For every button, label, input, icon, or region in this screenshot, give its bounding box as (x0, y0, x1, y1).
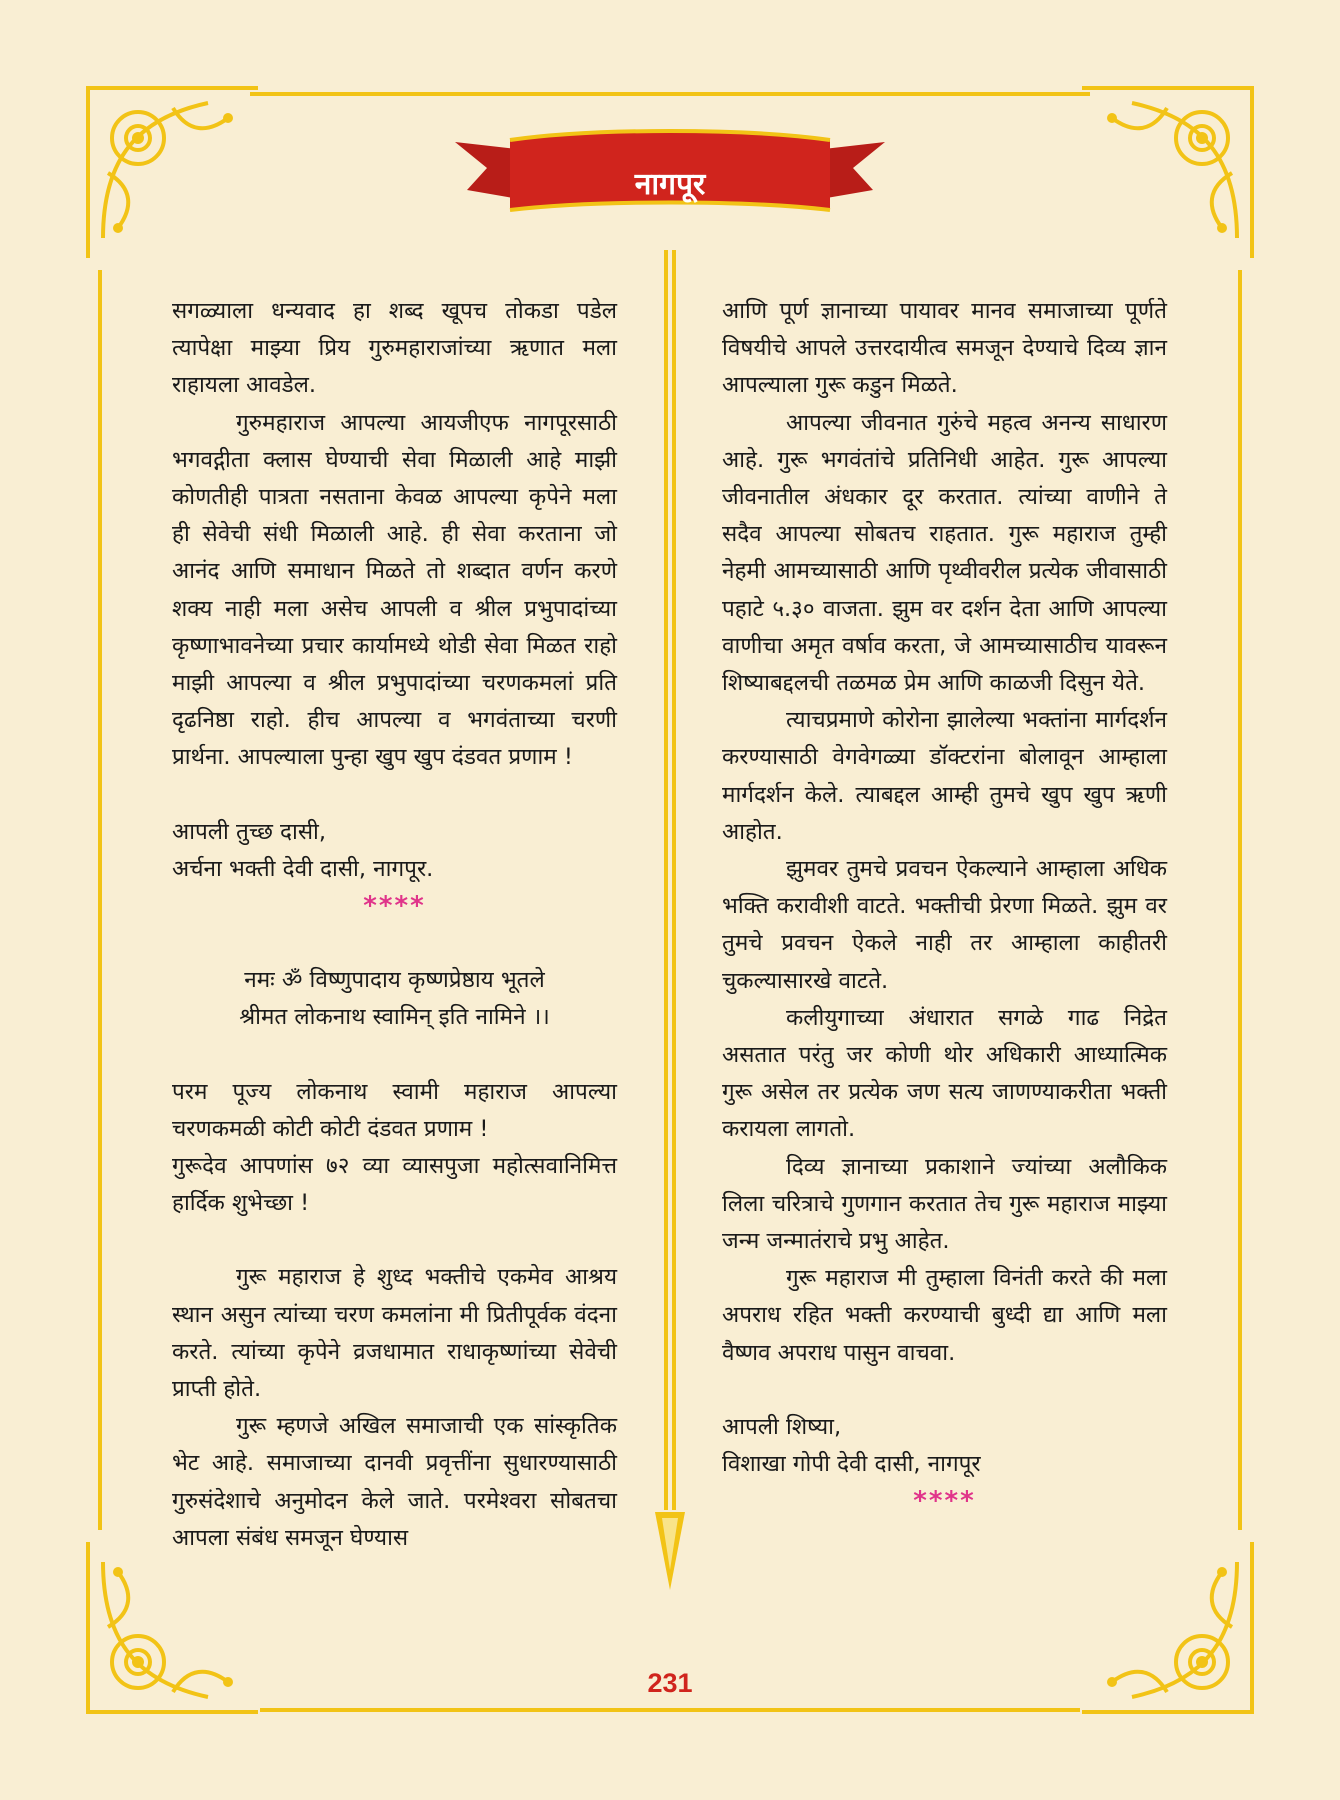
border-left-line (98, 270, 102, 1530)
verse-line: नमः ॐ विष्णुपादाय कृष्णप्रेष्ठाय भूतले (244, 967, 545, 994)
paragraph: गुरू म्हणजे अखिल समाजाची एक सांस्कृतिक भेट आहे. समाजाच्या दानवी प्रवृत्तींना सुधारण्यासाठी गुरुसंदेशाचे अनुमोदन केले जाते. परमेश्वरा सोबतचा आपला संबंध समजून घेण्यास (172, 1413, 617, 1551)
signature-name: विशाखा गोपी देवी दासी, नागपूर (722, 1451, 981, 1478)
center-divider (650, 250, 690, 1600)
corner-ornament-icon (78, 78, 268, 268)
border-right-line (1238, 270, 1242, 1530)
separator-stars: **** (913, 1486, 976, 1517)
right-column (722, 293, 1167, 1521)
left-column (172, 293, 617, 1557)
signature-name: अर्चना भक्ती देवी दासी, नागपूर. (172, 855, 434, 882)
paragraph: गुरुमहाराज आपल्या आयजीएफ नागपूरसाठी भगवद्गीता क्लास घेण्याची सेवा मिळाली आहे माझी कोणतीही पात्रता नसताना केवळ आपल्या कृपेने मला ही सेवेची संधी मिळाली आहे. ही सेवा करताना जो आनंद आणि समाधान मिळते तो शब्दात वर्णन करणे शक्य नाही मला असेच आपली व श्रील प्रभुपादांच्या कृष्णाभावनेच्या प्रचार कार्यामध्ये थोडी सेवा मिळत राहो माझी आपल्या व श्रील प्रभुपादांच्या चरणकमलां प्रति दृढनिष्ठा राहो. हीच आपल्या व भगवंताच्या चरणी प्रार्थना. आपल्याला पुन्हा खुप खुप दंडवत प्रणाम ! (172, 409, 617, 771)
corner-ornament-icon (1072, 1532, 1262, 1722)
signature-line: आपली तुच्छ दासी, (172, 818, 327, 845)
paragraph: गुरू महाराज मी तुम्हाला विनंती करते की मला अपराध रहित भक्ती करण्याची बुध्दी द्या आणि मला वैष्णव अपराध पासुन वाचवा. (722, 1265, 1167, 1366)
verse-line: श्रीमत लोकनाथ स्वामिन् इति नामिने ।। (239, 1004, 550, 1031)
paragraph: आपल्या जीवनात गुरुंचे महत्व अनन्य साधारण आहे. गुरू भगवंतांचे प्रतिनिधी आहेत. गुरू आपल्या जीवनातील अंधकार दूर करतात. त्यांच्या वाणीने ते सदैव आपल्या सोबतच राहतात. गुरू महाराज तुम्ही नेहमी आमच्यासाठी आणि पृथ्वीवरील प्रत्येक जीवासाठी पहाटे ५.३० वाजता. झुम वर दर्शन देता आणि आपल्या वाणीचा अमृत वर्षाव करता, जे आमच्यासाठीच यावरून शिष्याबद्दलची तळमळ प्रेम आणि काळजी दिसुन येते. (722, 409, 1167, 697)
separator-stars: **** (363, 891, 426, 922)
paragraph: कलीयुगाच्या अंधारात सगळे गाढ निद्रेत असतात परंतु जर कोणी थोर अधिकारी आध्यात्मिक गुरू असेल तर प्रत्येक जण सत्य जाणण्याकरीता भक्ती करायला लागतो. (722, 1004, 1167, 1143)
border-bottom-line (260, 1708, 1080, 1712)
paragraph: सगळ्याला धन्यवाद हा शब्द खूपच तोकडा पडेल त्यापेक्षा माझ्या प्रिय गुरुमहाराजांच्या ऋणात मला राहायला आवडेल. (172, 298, 617, 399)
paragraph: आणि पूर्ण ज्ञानाच्या पायावर मानव समाजाच्या पूर्णते विषयीचे आपले उत्तरदायीत्व समजून देण्याचे दिव्य ज्ञान आपल्याला गुरू कडुन मिळते. (722, 298, 1167, 399)
corner-ornament-icon (78, 1532, 268, 1722)
paragraph: त्याचप्रमाणे कोरोना झालेल्या भक्तांना मार्गदर्शन करण्यासाठी वेगवेगळ्या डॉक्टरांना बोलावून आम्हाला मार्गदर्शन केले. त्याबद्दल आम्ही तुमचे खुप खुप ऋणी आहोत. (722, 707, 1167, 845)
paragraph: परम पूज्य लोकनाथ स्वामी महाराज आपल्या चरणकमळी कोटी कोटी दंडवत प्रणाम ! (172, 1078, 617, 1142)
border-top-line (250, 92, 1090, 96)
paragraph: गुरूदेव आपणांस ७२ व्या व्यासपुजा महोत्सवानिमित्त हार्दिक शुभेच्छा ! (172, 1153, 617, 1217)
page-number: 231 (647, 1668, 693, 1698)
paragraph: झुमवर तुमचे प्रवचन ऐकल्याने आम्हाला अधिक भक्ति करावीशी वाटते. भक्तीची प्रेरणा मिळते. झुम वर तुमचे प्रवचन ऐकले नाही तर आम्हाला काहीतरी चुकल्यासारखे वाटते. (722, 856, 1167, 994)
paragraph: दिव्य ज्ञानाच्या प्रकाशाने ज्यांच्या अलौकिक लिला चरित्राचे गुणगान करतात तेच गुरू महाराज माझ्या जन्म जन्मातंराचे प्रभु आहेत. (722, 1153, 1167, 1255)
page-title: नागपूर (634, 167, 706, 202)
paragraph: गुरू महाराज हे शुध्द भक्तीचे एकमेव आश्रय स्थान असुन त्यांच्या चरण कमलांना मी प्रितीपूर्वक वंदना करते. त्यांच्या कृपेने व्रजधामात राधाकृष्णांच्या सेवेची प्राप्ती होते. (172, 1264, 617, 1403)
corner-ornament-icon (1072, 78, 1262, 268)
signature-line: आपली शिष्या, (722, 1413, 842, 1440)
